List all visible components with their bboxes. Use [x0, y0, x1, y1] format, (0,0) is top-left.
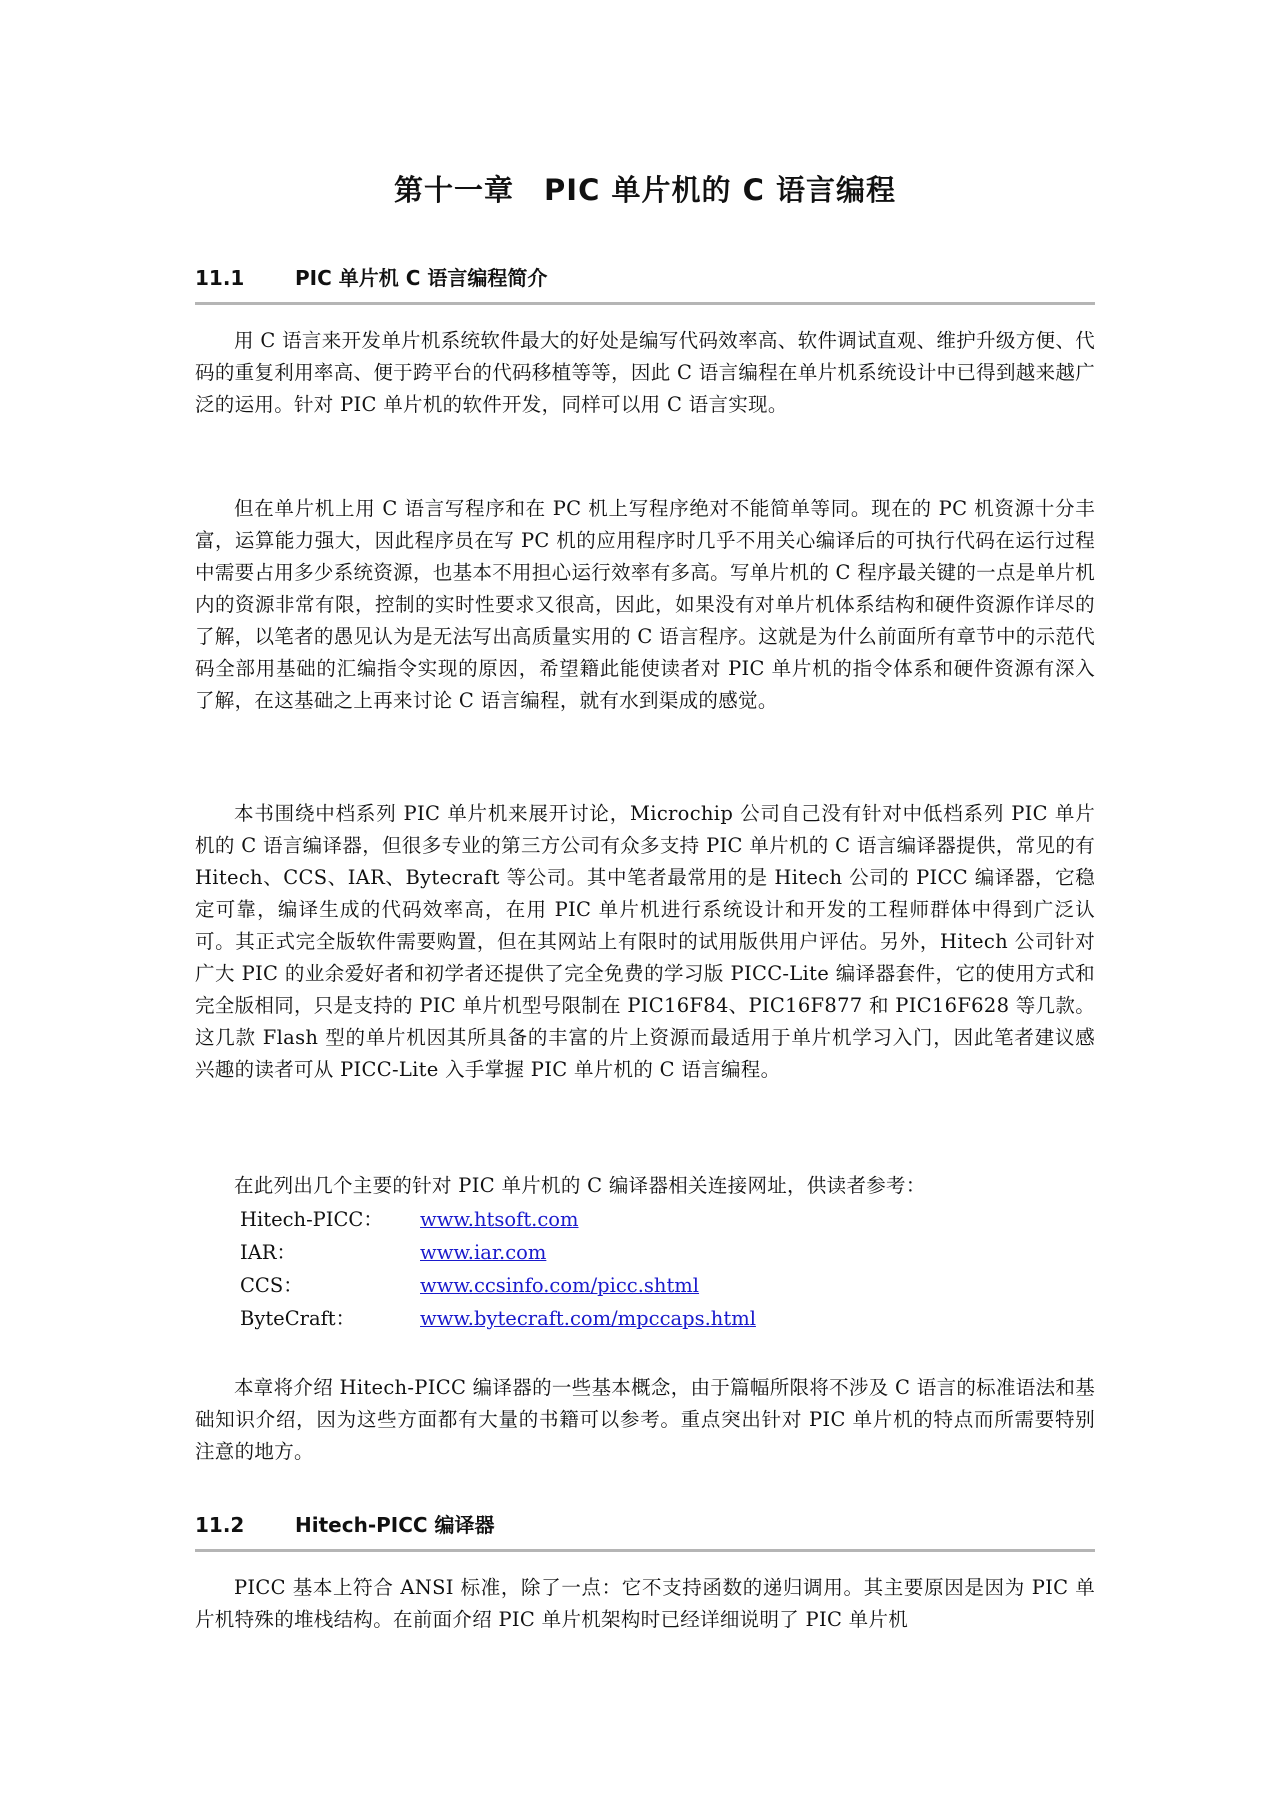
link-row-ccs: [240, 1269, 1040, 1302]
link-url-bytecraft[interactable]: www.bytecraft.com/mpccaps.html: [420, 1307, 756, 1330]
section-title: PIC 单片机 C 语言编程简介: [295, 266, 548, 290]
link-row-iar: [240, 1236, 1040, 1269]
link-label: ByteCraft：: [240, 1307, 356, 1330]
document-page: [195, 0, 1095, 1811]
link-url-iar[interactable]: www.iar.com: [420, 1241, 547, 1264]
paragraph-links-intro: 在此列出几个主要的针对 PIC 单片机的 C 编译器相关连接网址，供读者参考：: [234, 1174, 926, 1197]
link-url-hitech[interactable]: www.htsoft.com: [420, 1208, 579, 1231]
section-title: Hitech-PICC 编译器: [295, 1513, 495, 1537]
paragraph-compilers: 本书围绕中档系列 PIC 单片机来展开讨论，Microchip 公司自己没有针对中低档系列 PIC 单片机的 C 语言编译器，但很多专业的第三方公司有众多支持 PIC 单片机的 C 语言编译器提供，常见的有 Hitech、CCS、IAR、Bytecraft 等公司。其中笔者最常用的是 Hitech 公司的 PICC 编译器，它稳定可靠，编译生成的代码效率高，在用 PIC 单片机进行系统设计和开发的工程师群体中得到广泛认可。其正式完全版软件需要购置，但在其网站上有限时的试用版供用户评估。另外，Hitech 公司针对广大 PIC 的业余爱好者和初学者还提供了完全免费的学习版 PICC-Lite 编译器套件，它的使用方式和完全版相同，只是支持的 PIC 单片机型号限制在 PIC16F84、PIC16F877 和 PIC16F628 等几款。这几款 Flash 型的单片机因其所具备的丰富的片上资源而最适用于单片机学习入门，因此笔者建议感兴趣的读者可从 PICC-Lite 入手掌握 PIC 单片机的 C 语言编程。: [195, 802, 1095, 1081]
section-number: 11.1: [195, 266, 245, 290]
link-label: IAR：: [240, 1241, 296, 1264]
paragraph-chapter-scope: 本章将介绍 Hitech-PICC 编译器的一些基本概念，由于篇幅所限将不涉及 C 语言的标准语法和基础知识介绍，因为这些方面都有大量的书籍可以参考。重点突出针对 PIC 单片机的特点而所需要特别注意的地方。: [195, 1376, 1095, 1463]
link-url-ccs[interactable]: www.ccsinfo.com/picc.shtml: [420, 1274, 700, 1297]
paragraph-pc-comparison: 但在单片机上用 C 语言写程序和在 PC 机上写程序绝对不能简单等同。现在的 PC 机资源十分丰富，运算能力强大，因此程序员在写 PC 机的应用程序时几乎不用关心编译后的可执行代码在运行过程中需要占用多少系统资源，也基本不用担心运行效率有多高。写单片机的 C 程序最关键的一点是单片机内的资源非常有限，控制的实时性要求又很高，因此，如果没有对单片机体系结构和硬件资源作详尽的了解，以笔者的愚见认为是无法写出高质量实用的 C 语言程序。这就是为什么前面所有章节中的示范代码全部用基础的汇编指令实现的原因，希望籍此能使读者对 PIC 单片机的指令体系和硬件资源有深入了解，在这基础之上再来讨论 C 语言编程，就有水到渠成的感觉。: [195, 497, 1095, 712]
paragraph-picc-ansi: PICC 基本上符合 ANSI 标准，除了一点：它不支持函数的递归调用。其主要原因是因为 PIC 单片机特殊的堆栈结构。在前面介绍 PIC 单片机架构时已经详细说明了 PIC 单片机: [195, 1576, 1095, 1631]
link-label: CCS：: [240, 1274, 303, 1297]
link-row-bytecraft: [240, 1302, 1040, 1335]
section-number: 11.2: [195, 1513, 245, 1537]
link-row-hitech: [240, 1203, 1040, 1236]
link-label: Hitech-PICC：: [240, 1208, 383, 1231]
section-heading-11-1: [195, 262, 1095, 305]
section-heading-11-2: [195, 1509, 1095, 1552]
paragraph-intro: 用 C 语言来开发单片机系统软件最大的好处是编写代码效率高、软件调试直观、维护升级方便、代码的重复利用率高、便于跨平台的代码移植等等，因此 C 语言编程在单片机系统设计中已得到越来越广泛的运用。针对 PIC 单片机的软件开发，同样可以用 C 语言实现。: [195, 329, 1095, 416]
compiler-link-list: [240, 1203, 1040, 1335]
chapter-title: 第十一章 PIC 单片机的 C 语言编程: [394, 173, 896, 207]
